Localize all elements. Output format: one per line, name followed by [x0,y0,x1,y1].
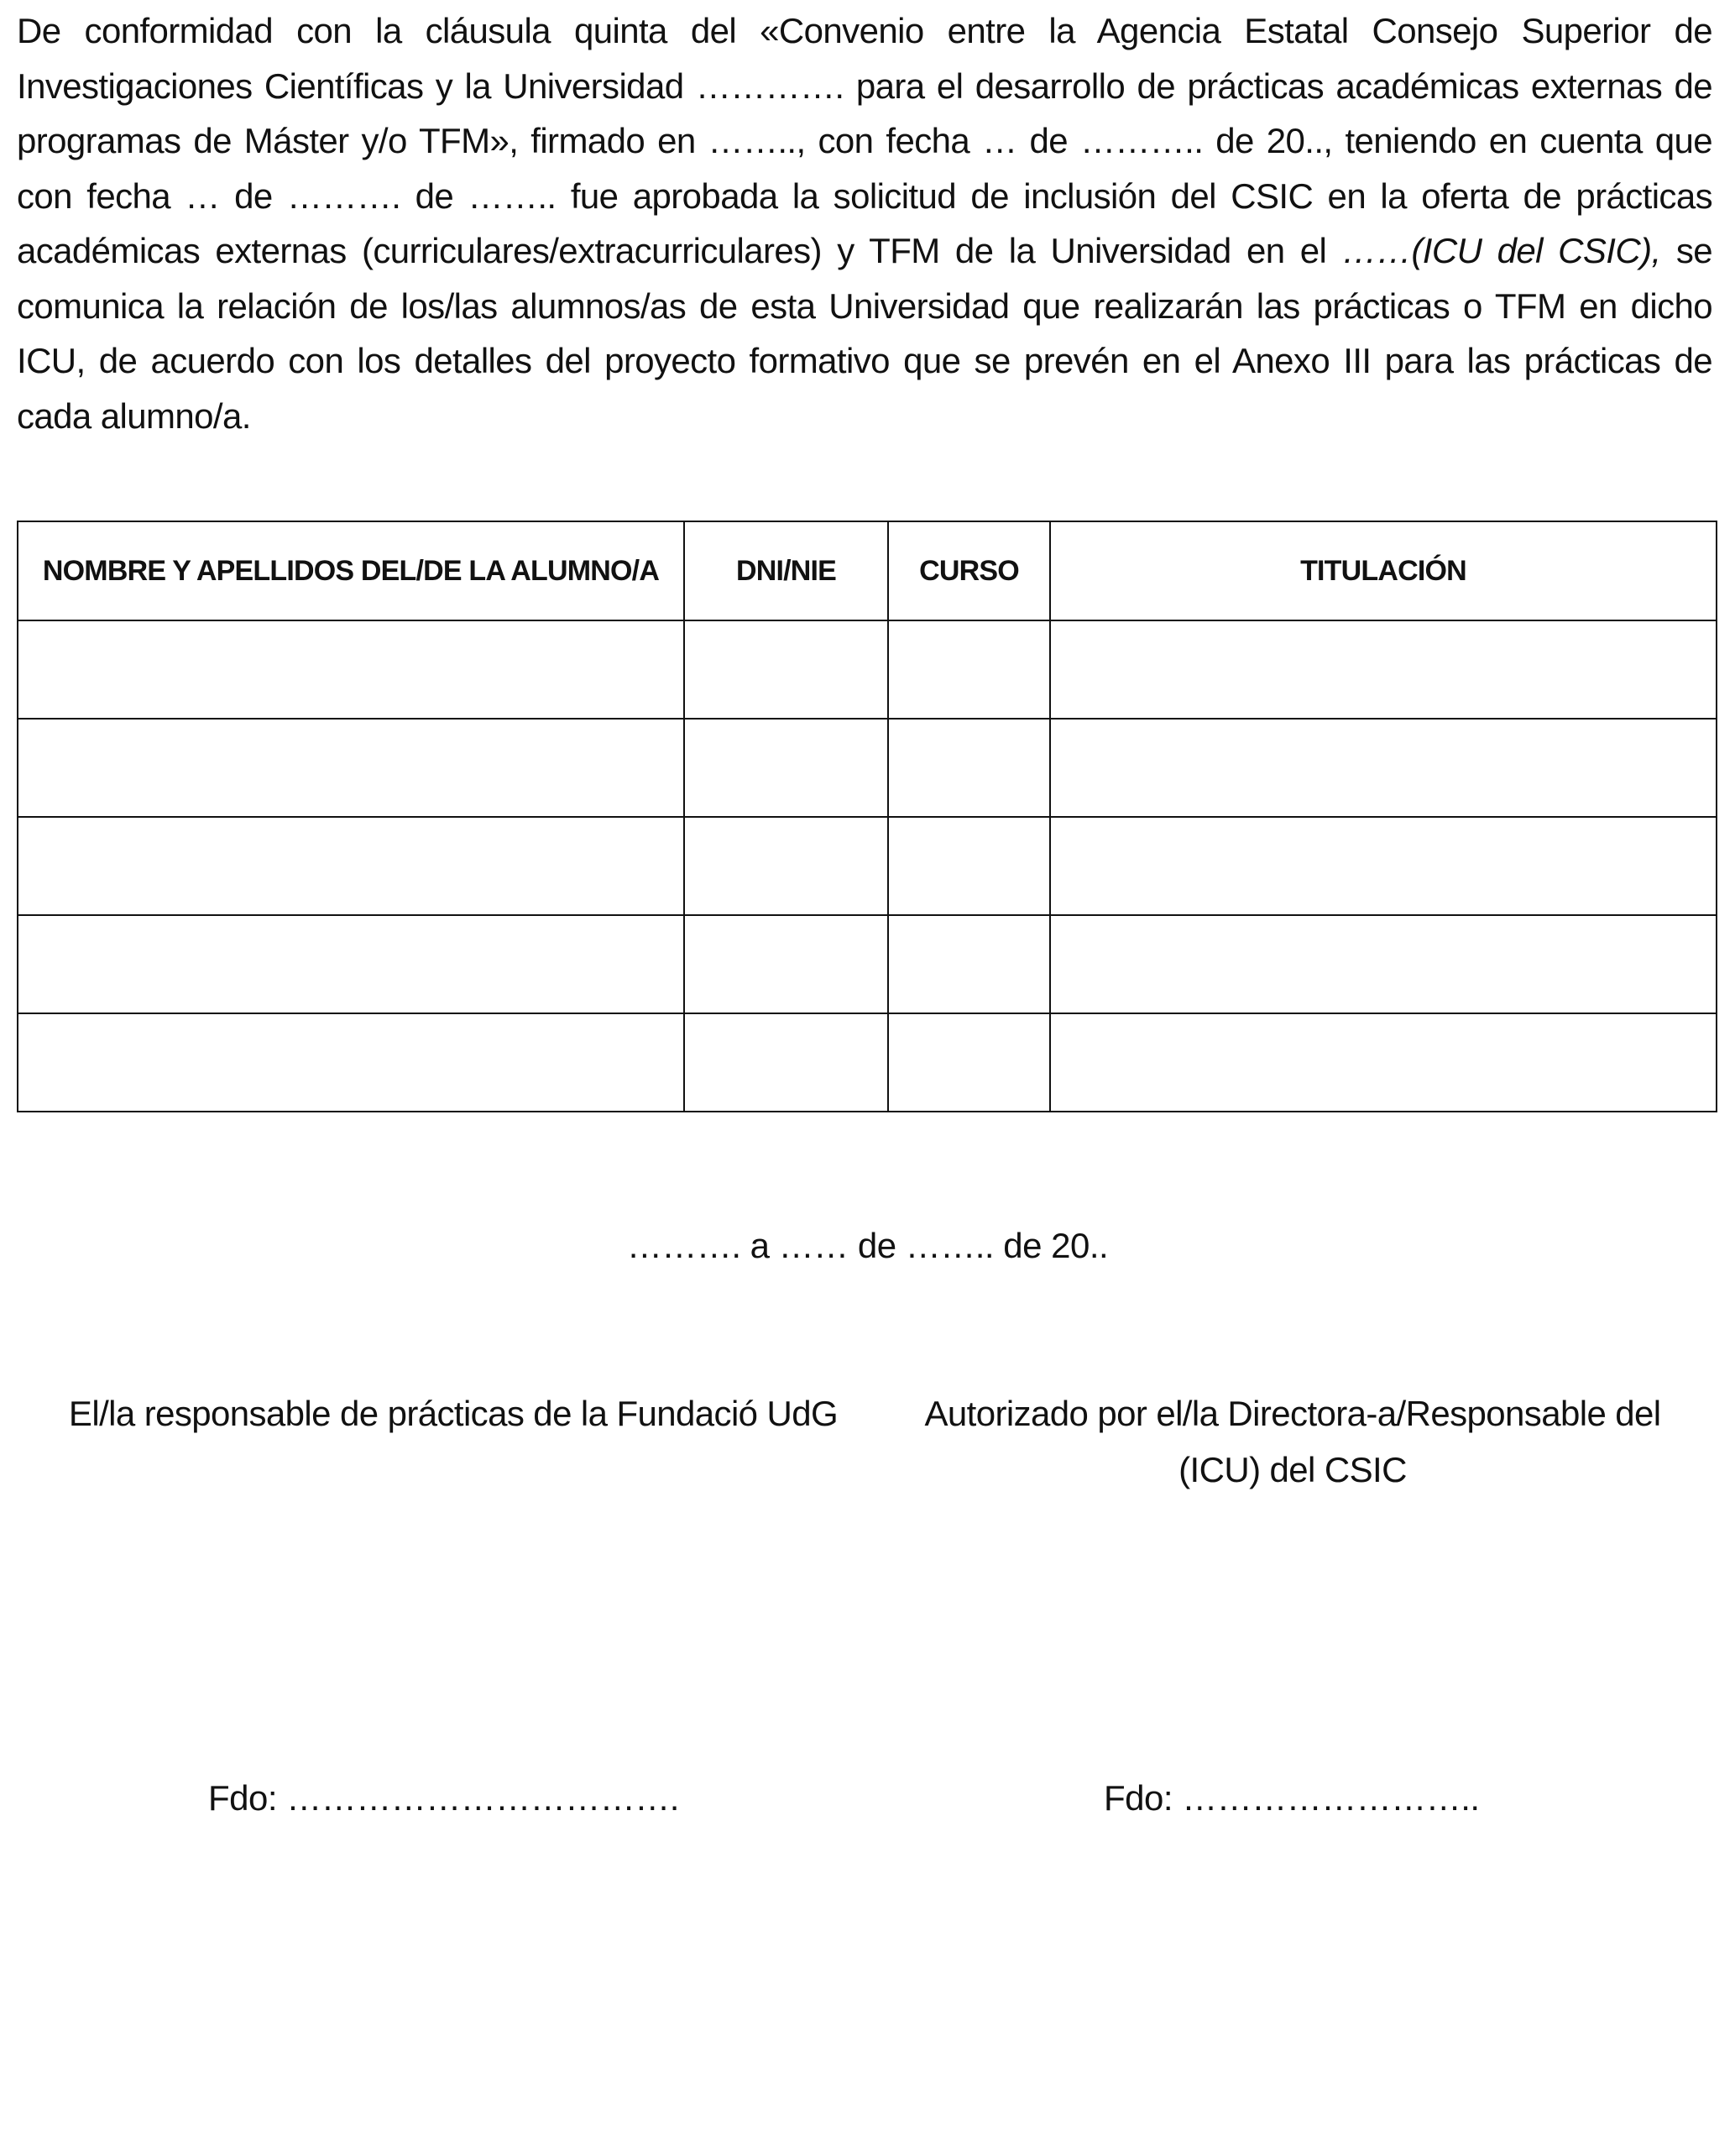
table-row [18,915,1717,1013]
date-line: ………. a …… de …….. de 20.. [626,1226,1109,1265]
signature-right-title [907,1385,1679,1498]
signature-left-title: El/la responsable de prácticas de la Fundació UdG [68,1394,839,1433]
intro-text-end: se comunica la relación de los/las alumnos/as de esta Universidad que realizarán las prácticas o TFM en dicho ICU, de acuerdo con los detalles del proyecto formativo que se prevén en el Anexo III para las prácticas de cada alumno/a. [17,231,1712,436]
table-row [18,817,1717,915]
signature-right-title-line1: Autorizado por el/la Directora-a/Responsable del [924,1394,1661,1433]
cell-nombre[interactable] [18,915,684,1013]
cell-titulacion[interactable] [1050,915,1717,1013]
cell-nombre[interactable] [18,817,684,915]
table-row [18,719,1717,817]
table-row [18,1013,1717,1112]
signature-right-fdo: Fdo: …………………….. [1104,1778,1480,1818]
table-header-row [18,521,1717,620]
cell-nombre[interactable] [18,719,684,817]
cell-dni[interactable] [684,719,888,817]
cell-curso[interactable] [888,719,1050,817]
header-titulacion: TITULACIÓN [1050,521,1717,620]
intro-paragraph [17,3,1712,443]
cell-nombre[interactable] [18,1013,684,1112]
cell-curso[interactable] [888,915,1050,1013]
students-table [17,521,1717,1112]
cell-dni[interactable] [684,1013,888,1112]
table-row [18,620,1717,719]
header-nombre: NOMBRE Y APELLIDOS DEL/DE LA ALUMNO/A [18,521,684,620]
cell-dni[interactable] [684,620,888,719]
header-dni: DNI/NIE [684,521,888,620]
cell-nombre[interactable] [18,620,684,719]
signature-left-fdo: Fdo: ……………………………. [208,1778,679,1818]
cell-titulacion[interactable] [1050,1013,1717,1112]
cell-titulacion[interactable] [1050,719,1717,817]
cell-curso[interactable] [888,1013,1050,1112]
signature-right-title-line2: (ICU) del CSIC [1178,1450,1407,1489]
intro-icu-placeholder: ……(ICU del CSIC), [1341,231,1661,270]
cell-dni[interactable] [684,915,888,1013]
header-curso: CURSO [888,521,1050,620]
cell-curso[interactable] [888,817,1050,915]
intro-text-start: De conformidad con la cláusula quinta del «Convenio entre la Agencia Estatal Consejo Superior de Investigaciones Científicas y la Universidad …………. para el desarrollo de prácticas académicas externas de programas de Máster y/o TFM», firmado en …….., con fecha … de ……….. de 20.., teniendo en cuenta que con fecha … de ………. de …….. fue aprobada la solicitud de inclusión del CSIC en la oferta de prácticas académicas externas (curriculares/extracurriculares) y TFM de la Universidad en el [17,11,1712,270]
cell-dni[interactable] [684,817,888,915]
cell-curso[interactable] [888,620,1050,719]
cell-titulacion[interactable] [1050,817,1717,915]
cell-titulacion[interactable] [1050,620,1717,719]
